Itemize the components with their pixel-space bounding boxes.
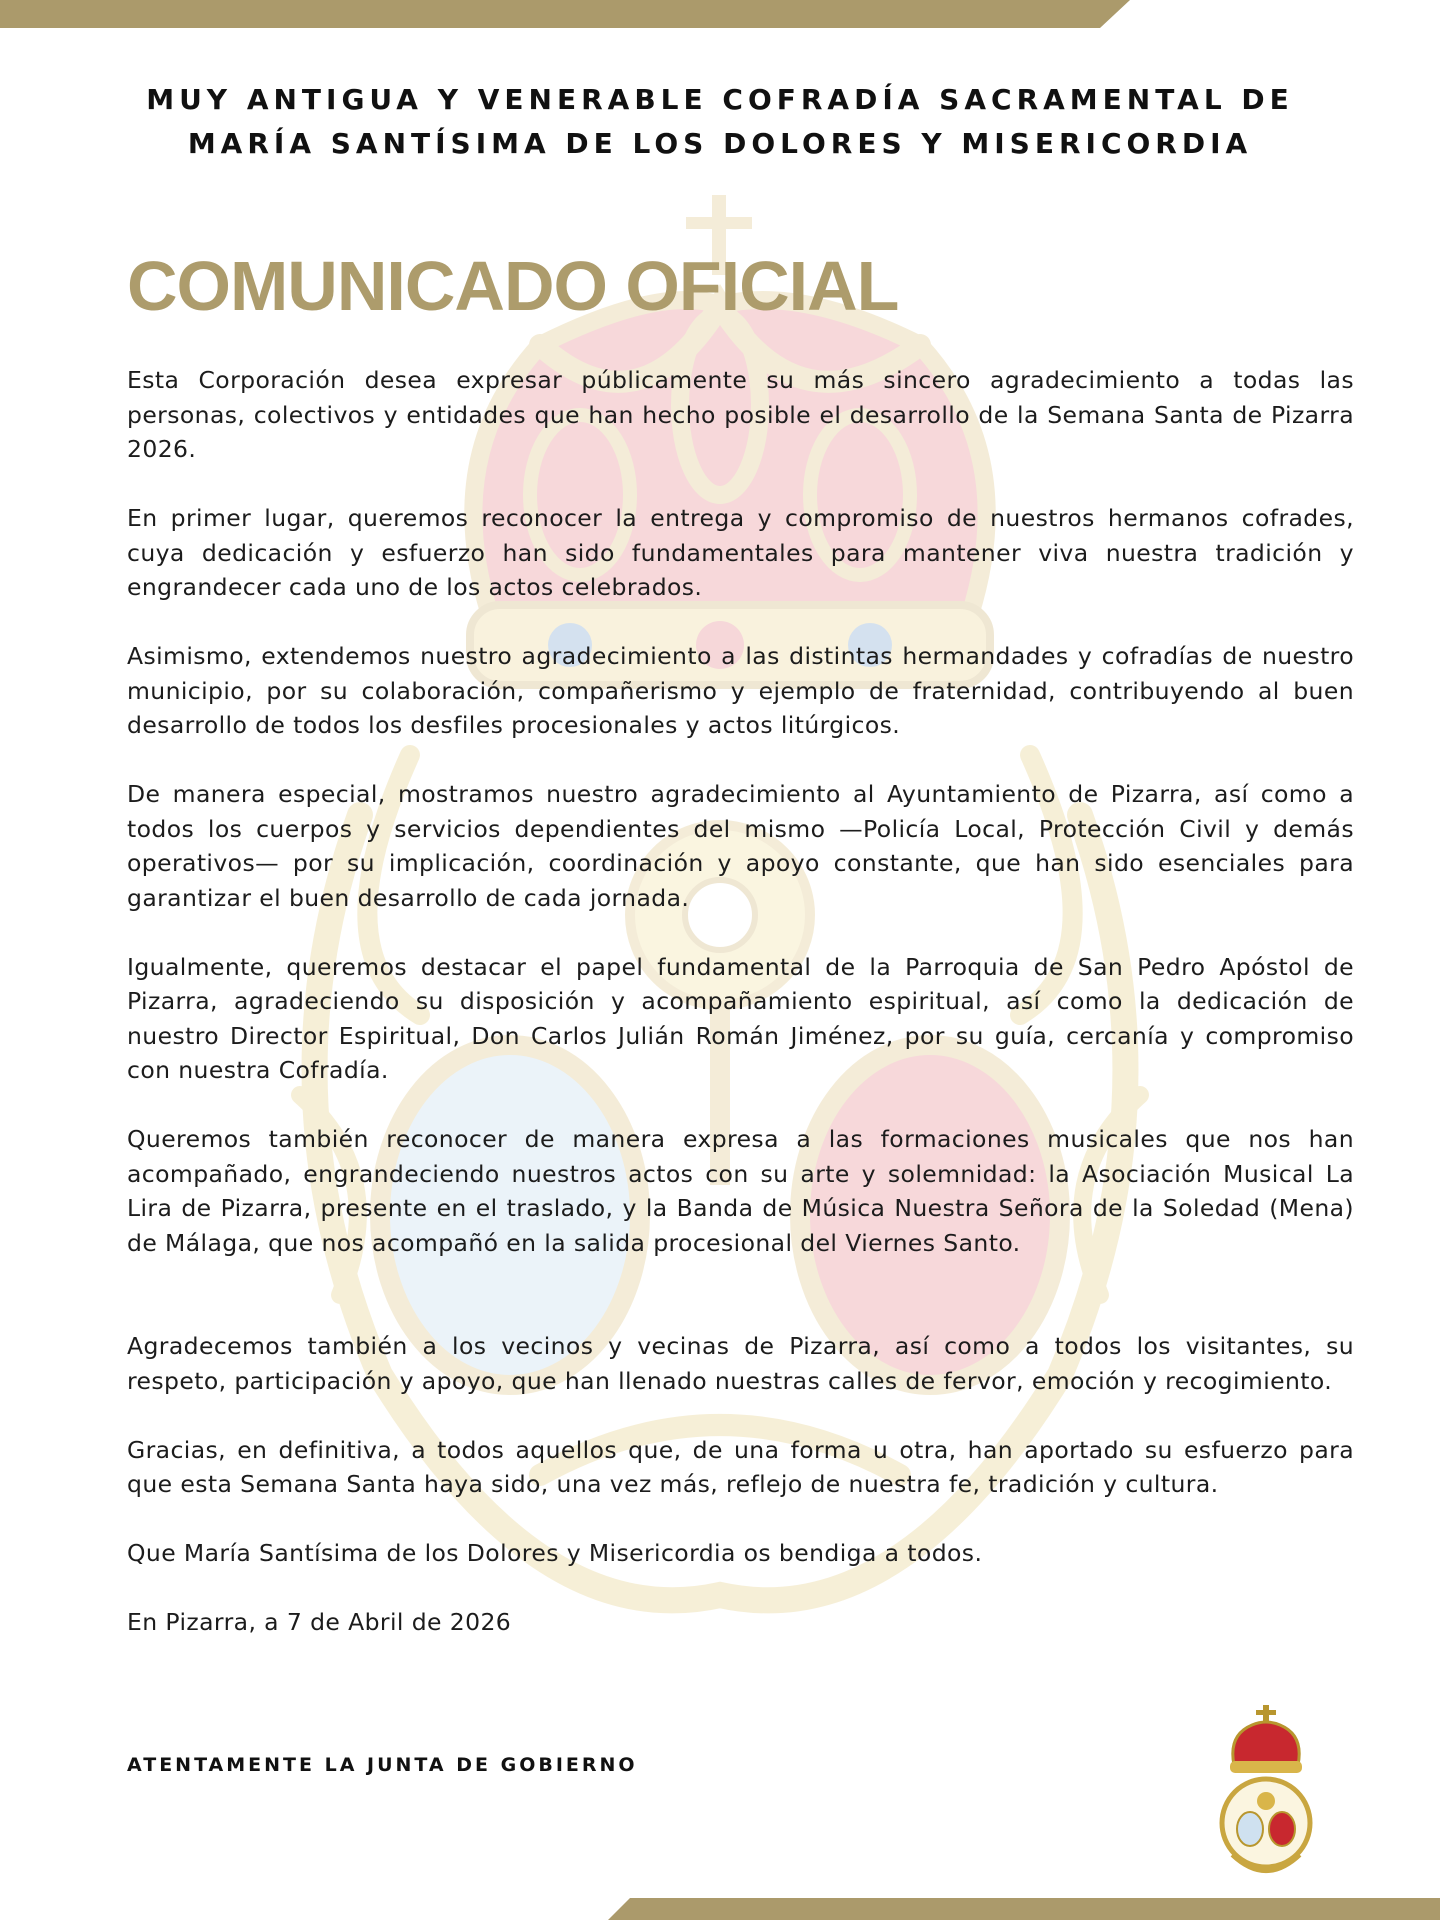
header-line-2: MARÍA SANTÍSIMA DE LOS DOLORES Y MISERICORDIA: [187, 127, 1253, 160]
paragraph-bands: Queremos también reconocer de manera expresa a las formaciones musicales que nos han acompañado, engrandeciendo nuestros actos con su arte y solemnidad: la Asociación Musical La Lira de Pizarra, presente en el traslado, y la Banda de Música Nuestra Señora de la Soledad (Mena) de Málaga, que nos acompañó en la salida procesional del Viernes Santo.: [127, 1125, 1354, 1257]
paragraph-brotherhoods: Asimismo, extendemos nuestro agradecimiento a las distintas hermandades y cofradías de nuestro municipio, por su colaboración, compañerismo y ejemplo de fraternidad, contribuyendo al buen desarrollo de todos los desfiles procesionales y actos litúrgicos.: [127, 642, 1354, 739]
paragraph-town-hall: De manera especial, mostramos nuestro agradecimiento al Ayuntamiento de Pizarra, así como a todos los cuerpos y servicios dependientes del mismo —Policía Local, Protección Civil y demás operativos— por su implicación, coordinación y apoyo constante, que han sido esenciales para garantizar el buen desarrollo de cada jornada.: [127, 780, 1354, 912]
paragraph-gratitude-intro: Esta Corporación desea expresar públicamente su más sincero agradecimiento a todas las personas, colectivos y entidades que han hecho posible el desarrollo de la Semana Santa de Pizarra 2026.: [127, 366, 1354, 463]
page-title: COMUNICADO OFICIAL: [127, 247, 899, 325]
paragraph-blessing: Que María Santísima de los Dolores y Misericordia os bendiga a todos.: [127, 1539, 983, 1567]
top-decorative-band: [0, 0, 1440, 28]
paragraph-neighbours: Agradecemos también a los vecinos y vecinas de Pizarra, así como a todos los visitantes, su respeto, participación y apoyo, que han llenado nuestras calles de fervor, emoción y recogimiento.: [127, 1332, 1354, 1395]
place-and-date: En Pizarra, a 7 de Abril de 2026: [127, 1608, 512, 1636]
statement-body: [127, 363, 1354, 1674]
header-line-1: MUY ANTIGUA Y VENERABLE COFRADÍA SACRAMENTAL DE: [146, 83, 1294, 116]
paragraph-brothers: En primer lugar, queremos reconocer la entrega y compromiso de nuestros hermanos cofrades, cuya dedicación y esfuerzo han sido fundamentales para mantener viva nuestra tradición y engrandecer cada uno de los actos celebrados.: [127, 504, 1354, 601]
paragraph-closing-thanks: Gracias, en definitiva, a todos aquellos que, de una forma u otra, han aportado su esfuerzo para que esta Semana Santa haya sido, una vez más, reflejo de nuestra fe, tradición y cultura.: [127, 1435, 1354, 1498]
signature-line: ATENTAMENTE LA JUNTA DE GOBIERNO: [127, 1754, 638, 1776]
paragraph-parish: Igualmente, queremos destacar el papel fundamental de la Parroquia de San Pedro Apóstol de Pizarra, agradeciendo su disposición y acompañamiento espiritual, así como la dedicación de nuestro Director Espiritual, Don Carlos Julián Román Jiménez, por su guía, cercanía y compromiso con nuestra Cofradía.: [127, 952, 1354, 1084]
crest-emblem-icon: [1212, 1705, 1320, 1885]
bottom-decorative-band: [0, 1898, 1440, 1920]
brotherhood-name-header: [0, 78, 1440, 166]
